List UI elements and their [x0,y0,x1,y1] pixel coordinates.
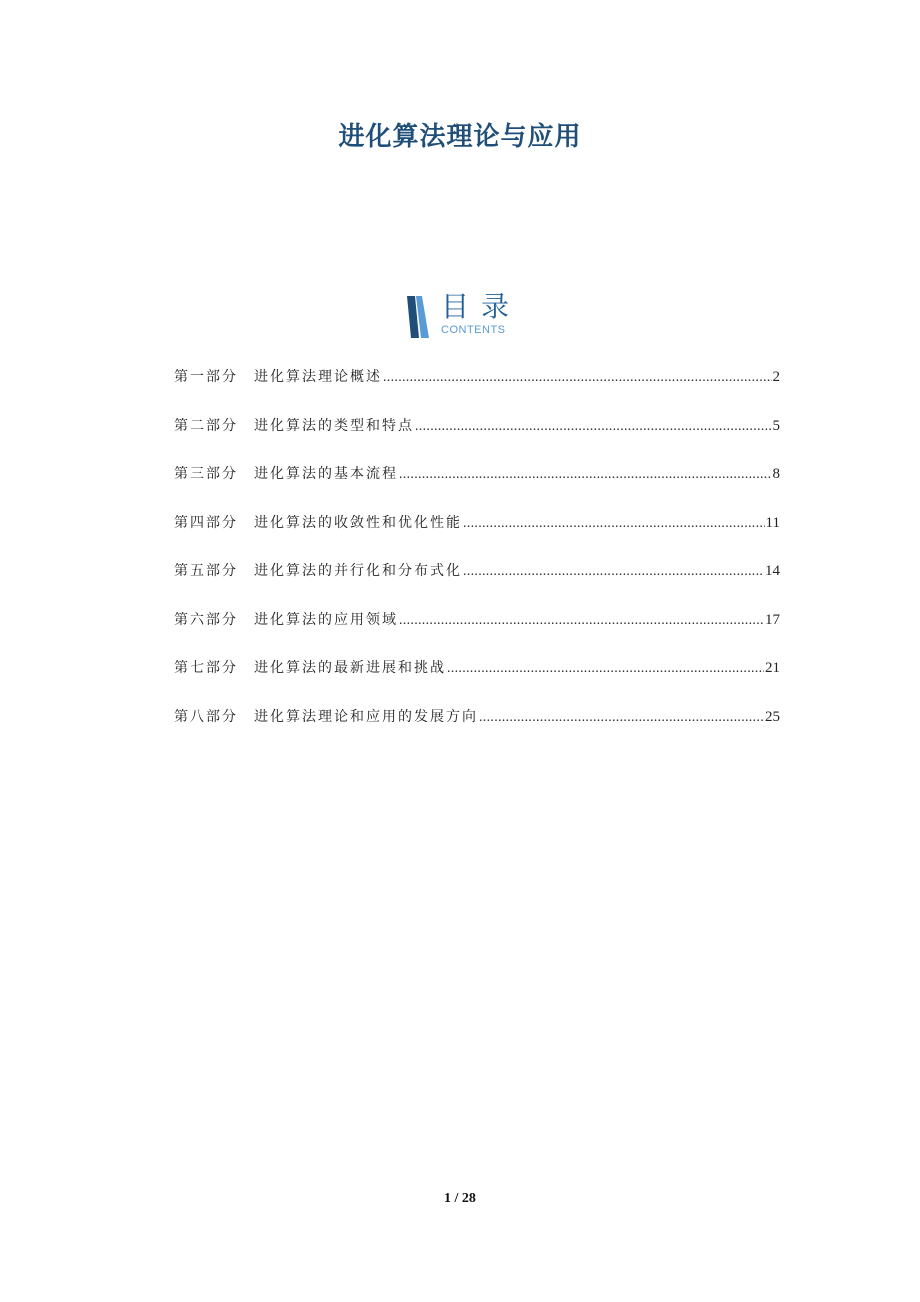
toc-list [174,366,780,754]
toc-entry-part: 第三部分 [174,466,238,482]
toc-entry-title: 进化算法的收敛性和优化性能 [254,514,462,531]
toc-entry-page: 21 [765,660,780,676]
toc-entry[interactable] [174,463,780,512]
page-number: 1 / 28 [444,1191,476,1206]
toc-entry[interactable] [174,609,780,658]
toc-entry-page: 2 [772,369,780,385]
toc-leader-dots [447,658,764,680]
toc-entry-page: 8 [772,466,780,482]
toc-entry-title: 进化算法的最新进展和挑战 [254,660,446,676]
document-title: 进化算法理论与应用 [338,122,582,152]
toc-header [0,290,920,344]
toc-entry[interactable] [174,415,780,464]
toc-entry-part: 第二部分 [174,417,238,434]
toc-entry-part: 第七部分 [174,660,238,676]
toc-entry-part: 第四部分 [174,514,238,531]
toc-entry-title: 进化算法理论概述 [254,369,382,385]
toc-leader-dots [399,610,764,632]
toc-entry-page: 5 [772,417,780,434]
toc-leader-dots [399,464,772,486]
toc-entry-page: 25 [765,708,780,725]
toc-leader-dots [463,561,764,583]
toc-entry-page: 17 [765,611,780,628]
toc-entry-title: 进化算法理论和应用的发展方向 [254,708,478,725]
toc-entry-page: 14 [765,563,780,579]
toc-entry-title: 进化算法的并行化和分布式化 [254,563,462,579]
toc-subheading: CONTENTS [441,324,506,336]
toc-leader-dots [463,513,765,535]
toc-entry-part: 第一部分 [174,369,238,385]
toc-heading: 目录 [441,290,522,323]
contents-bookmark-icon [407,296,431,338]
toc-leader-dots [383,367,772,389]
toc-leader-dots [415,416,772,438]
toc-entry[interactable] [174,657,780,706]
toc-entry-part: 第八部分 [174,708,238,725]
toc-entry[interactable] [174,366,780,415]
toc-entry-page: 11 [765,514,780,531]
toc-entry-part: 第五部分 [174,563,238,579]
toc-entry[interactable] [174,560,780,609]
toc-entry[interactable] [174,706,780,755]
toc-leader-dots [479,707,764,729]
toc-entry-title: 进化算法的应用领域 [254,611,398,628]
toc-entry-title: 进化算法的类型和特点 [254,417,414,434]
toc-entry-part: 第六部分 [174,611,238,628]
toc-entry[interactable] [174,512,780,561]
toc-entry-title: 进化算法的基本流程 [254,466,398,482]
